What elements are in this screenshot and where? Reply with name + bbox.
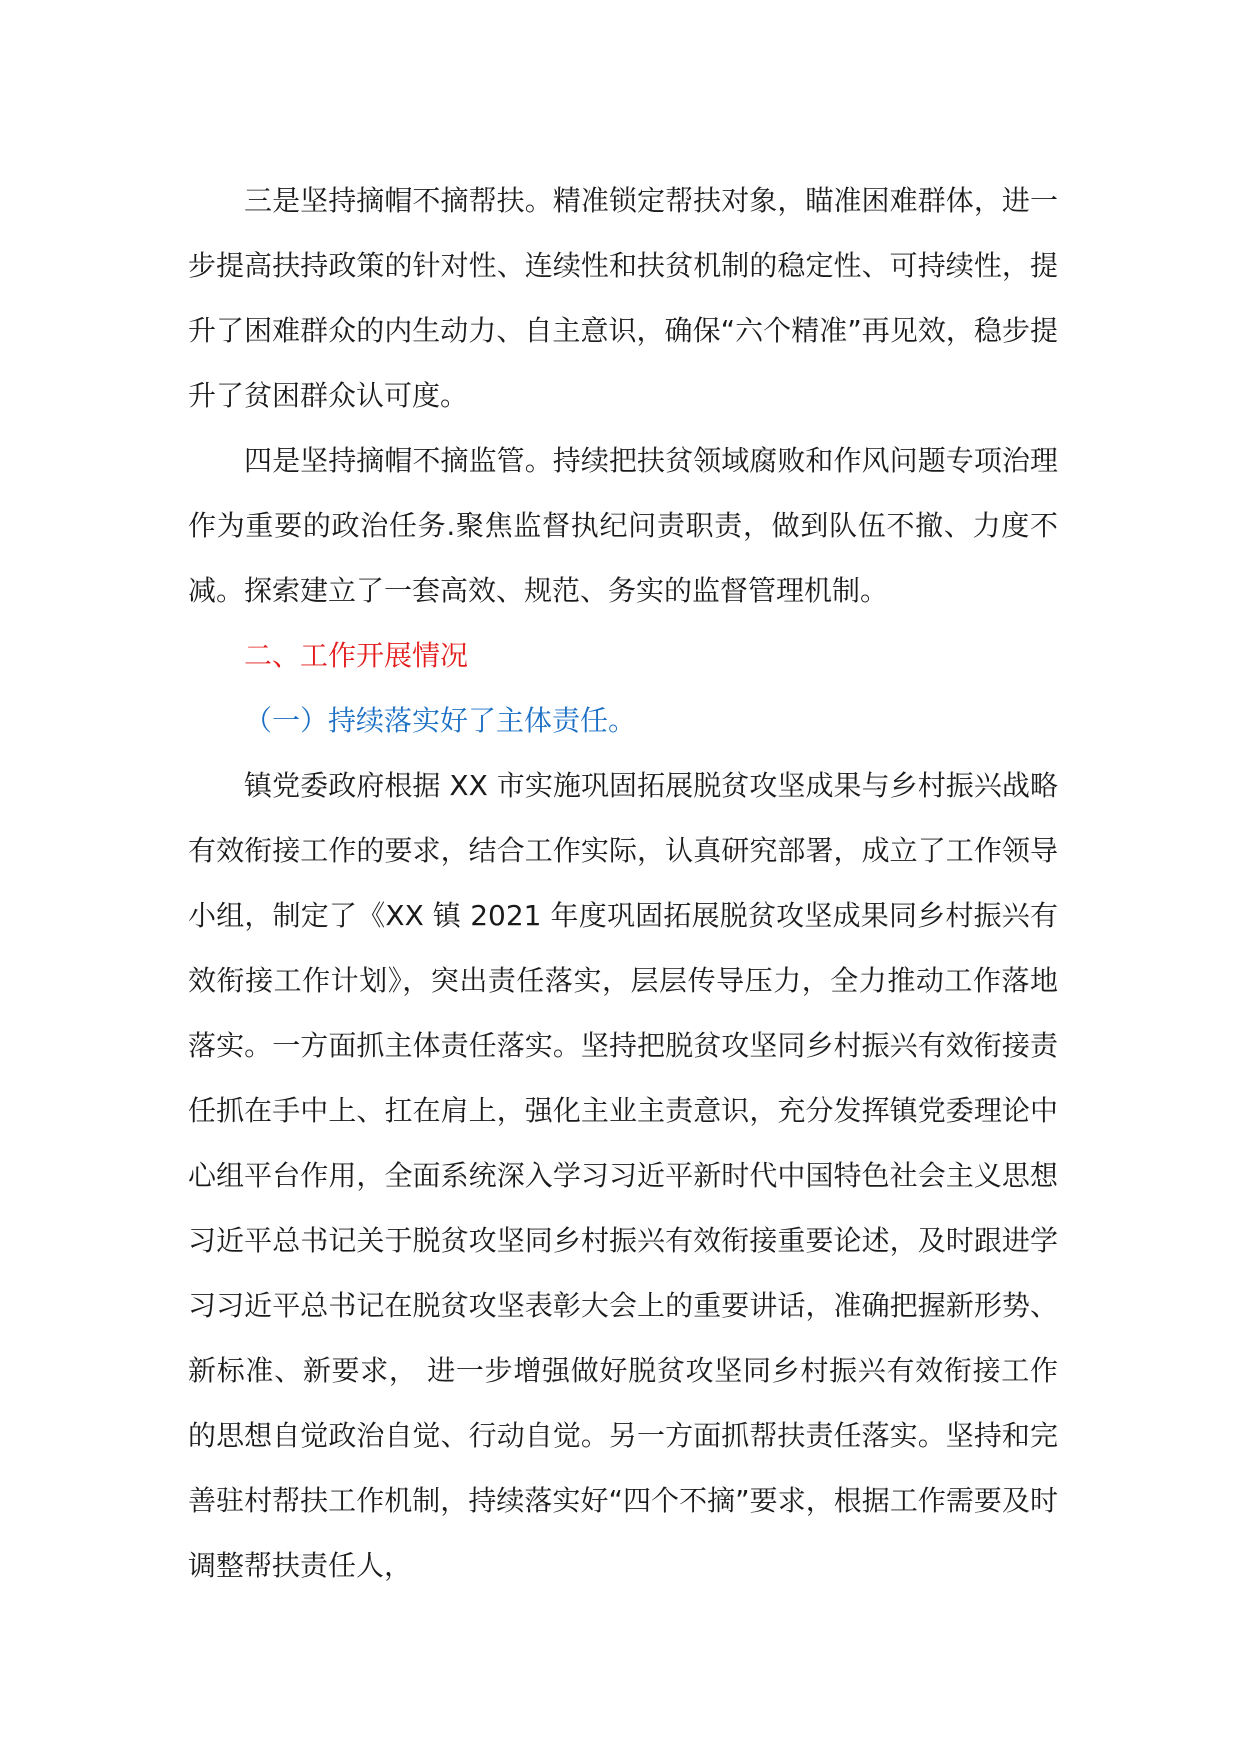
paragraph-town-committee: 镇党委政府根据 XX 市实施巩固拓展脱贫攻坚成果与乡村振兴战略有效衔接工作的要求，结合工作实际，认真研究部署，成立了工作领导小组，制定了《XX 镇 2021 年度巩固拓展脱贫攻坚成果同乡村振兴有效衔接工作计划》，突出责任落实，层层传导压力，全力推动工作落地落实。一方面抓主体责任落实。坚持把脱贫攻坚同乡村振兴有效衔接责任抓在手中上、扛在肩上，强化主业主责意识，充分发挥镇党委理论中心组平台作用，全面系统深入学习习近平新时代中国特色社会主义思想习近平总书记关于脱贫攻坚同乡村振兴有效衔接重要论述，及时跟进学习习近平总书记在脱贫攻坚表彰大会上的重要讲话，准确把握新形势、新标准、新要求， 进一步增强做好脱贫攻坚同乡村振兴有效衔接工作的思想自觉政治自觉、行动自觉。另一方面抓帮扶责任落实。坚持和完善驻村帮扶工作机制，持续落实好“四个不摘”要求，根据工作需要及时调整帮扶责任人， bbox=[188, 769, 1058, 1582]
paragraph-four-persist-supervision: 四是坚持摘帽不摘监管。持续把扶贫领域腐败和作风问题专项治理作为重要的政治任务.聚焦监督执纪问责职责，做到队伍不撤、力度不减。探索建立了一套高效、规范、务实的监督管理机制。 bbox=[188, 444, 1058, 607]
section-heading-work-progress: 二、工作开展情况 bbox=[244, 639, 469, 672]
paragraph-three-persist-help: 三是坚持摘帽不摘帮扶。精准锁定帮扶对象，瞄准困难群体，进一步提高扶持政策的针对性、连续性和扶贫机制的稳定性、可持续性，提升了困难群众的内生动力、自主意识，确保“六个精准”再见效，稳步提升了贫困群众认可度。 bbox=[188, 184, 1058, 412]
subsection-heading-main-responsibility: （一）持续落实好了主体责任。 bbox=[244, 704, 637, 737]
document-page bbox=[188, 168, 1058, 1598]
